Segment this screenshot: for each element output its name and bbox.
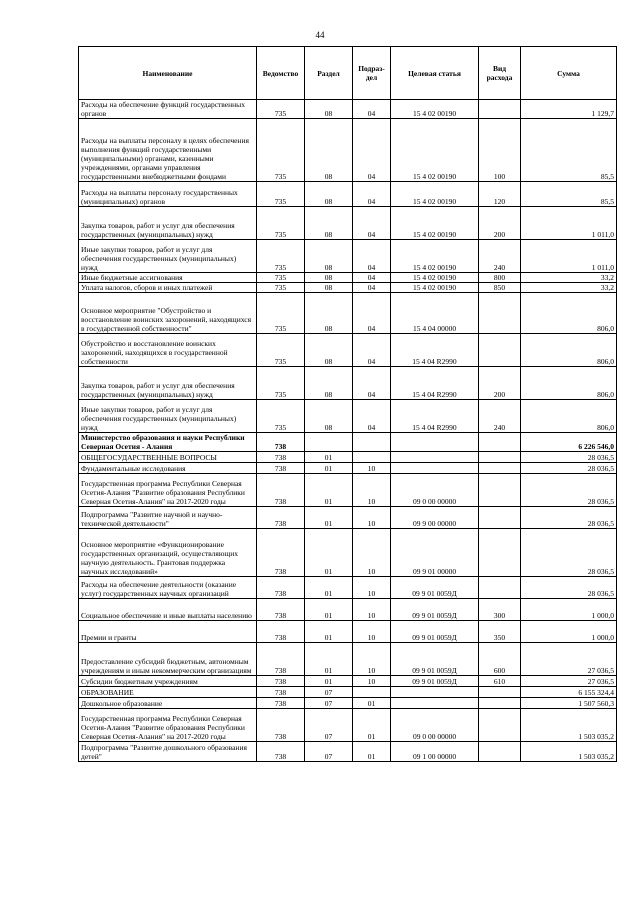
cell-statya: 15 4 02 00190 (391, 100, 479, 119)
cell-name: ОБРАЗОВАНИЕ (79, 687, 257, 698)
cell-razdel: 08 (305, 367, 353, 400)
cell-vid: 200 (479, 367, 521, 400)
table-row (79, 474, 617, 507)
cell-name: Премии и гранты (79, 621, 257, 643)
cell-razdel: 08 (305, 119, 353, 182)
cell-vedomstvo: 738 (257, 643, 305, 676)
cell-vid: 240 (479, 240, 521, 273)
cell-vid (479, 698, 521, 709)
cell-razdel: 08 (305, 240, 353, 273)
cell-statya: 09 9 01 0059Д (391, 577, 479, 599)
cell-statya: 15 4 02 00190 (391, 240, 479, 273)
cell-vedomstvo: 735 (257, 293, 305, 334)
cell-podrazdel: 10 (353, 643, 391, 676)
cell-razdel: 01 (305, 676, 353, 687)
header-name: Наименование (79, 47, 257, 100)
cell-razdel: 01 (305, 452, 353, 463)
cell-podrazdel: 10 (353, 463, 391, 474)
cell-vedomstvo: 735 (257, 367, 305, 400)
cell-vid (479, 507, 521, 529)
cell-summa: 1 503 035,2 (521, 742, 617, 762)
cell-podrazdel (353, 433, 391, 452)
table-row (79, 463, 617, 474)
cell-name: Подпрограмма "Развитие научной и научно-технической деятельности" (79, 507, 257, 529)
cell-statya (391, 433, 479, 452)
cell-summa: 806,0 (521, 367, 617, 400)
cell-name: Иные бюджетные ассигнования (79, 273, 257, 283)
cell-summa: 1 507 560,3 (521, 698, 617, 709)
cell-vedomstvo: 738 (257, 709, 305, 742)
cell-name: Дошкольное образование (79, 698, 257, 709)
cell-statya: 15 4 04 R2990 (391, 367, 479, 400)
cell-statya: 09 9 01 00000 (391, 529, 479, 577)
table-row (79, 367, 617, 400)
cell-vid (479, 100, 521, 119)
cell-vid (479, 433, 521, 452)
cell-vedomstvo: 738 (257, 742, 305, 762)
cell-vid: 350 (479, 621, 521, 643)
cell-vedomstvo: 738 (257, 698, 305, 709)
cell-podrazdel: 10 (353, 599, 391, 621)
cell-podrazdel: 10 (353, 621, 391, 643)
cell-summa: 806,0 (521, 293, 617, 334)
cell-podrazdel: 04 (353, 182, 391, 207)
cell-summa: 806,0 (521, 334, 617, 367)
table-row (79, 507, 617, 529)
cell-razdel: 01 (305, 599, 353, 621)
cell-podrazdel (353, 687, 391, 698)
cell-podrazdel: 04 (353, 207, 391, 240)
header-podrazdel: Подраз-дел (353, 47, 391, 100)
cell-name: Фундаментальные исследования (79, 463, 257, 474)
cell-summa: 33,2 (521, 273, 617, 283)
cell-summa: 27 036,5 (521, 676, 617, 687)
cell-razdel: 01 (305, 577, 353, 599)
cell-vedomstvo: 738 (257, 433, 305, 452)
cell-vedomstvo: 735 (257, 400, 305, 433)
table-row (79, 283, 617, 293)
cell-podrazdel: 10 (353, 474, 391, 507)
table-row (79, 452, 617, 463)
cell-vid: 850 (479, 283, 521, 293)
table-row (79, 334, 617, 367)
cell-vid: 200 (479, 207, 521, 240)
cell-vid (479, 293, 521, 334)
cell-razdel: 08 (305, 100, 353, 119)
header-razdel: Раздел (305, 47, 353, 100)
cell-summa: 28 036,5 (521, 474, 617, 507)
cell-podrazdel: 04 (353, 293, 391, 334)
cell-podrazdel: 01 (353, 742, 391, 762)
table-row (79, 742, 617, 762)
cell-vedomstvo: 735 (257, 182, 305, 207)
cell-vid (479, 529, 521, 577)
cell-name: Уплата налогов, сборов и иных платежей (79, 283, 257, 293)
cell-summa: 6 226 546,0 (521, 433, 617, 452)
cell-statya: 09 1 00 00000 (391, 742, 479, 762)
header-row (79, 47, 617, 100)
cell-name: Иные закупки товаров, работ и услуг для обеспечения государственных (муниципальных) нужд (79, 400, 257, 433)
cell-razdel: 01 (305, 643, 353, 676)
cell-name: Министерство образования и науки Республики Северная Осетия - Алания (79, 433, 257, 452)
cell-name: Закупка товаров, работ и услуг для обеспечения государственных (муниципальных) нужд (79, 207, 257, 240)
table-row (79, 709, 617, 742)
cell-name: Предоставление субсидий бюджетным, автономным учреждениям и иным некоммерческим организациям (79, 643, 257, 676)
cell-vedomstvo: 738 (257, 687, 305, 698)
table-row (79, 240, 617, 273)
table-row (79, 599, 617, 621)
cell-summa: 1 000,0 (521, 621, 617, 643)
cell-podrazdel: 10 (353, 676, 391, 687)
cell-vid (479, 463, 521, 474)
cell-statya: 09 9 01 0059Д (391, 621, 479, 643)
cell-name: Закупка товаров, работ и услуг для обеспечения государственных (муниципальных) нужд (79, 367, 257, 400)
cell-podrazdel: 04 (353, 100, 391, 119)
cell-name: Иные закупки товаров, работ и услуг для обеспечения государственных (муниципальных) нужд (79, 240, 257, 273)
table-row (79, 577, 617, 599)
cell-razdel (305, 433, 353, 452)
table-row (79, 621, 617, 643)
cell-summa: 1 129,7 (521, 100, 617, 119)
cell-razdel: 08 (305, 182, 353, 207)
cell-vid: 120 (479, 182, 521, 207)
cell-name: Основное мероприятие "Обустройство и восстановление воинских захоронений, находящихся в государственной собственности" (79, 293, 257, 334)
cell-razdel: 07 (305, 687, 353, 698)
cell-summa: 6 155 324,4 (521, 687, 617, 698)
cell-vid (479, 334, 521, 367)
table-row (79, 698, 617, 709)
cell-name: Подпрограмма "Развитие дошкольного образования детей" (79, 742, 257, 762)
cell-name: Основное мероприятие «Функционирование государственных организаций, осуществляющих научную деятельность. Грантовая поддержка научных исследований» (79, 529, 257, 577)
cell-razdel: 08 (305, 283, 353, 293)
cell-podrazdel: 04 (353, 283, 391, 293)
cell-vid: 610 (479, 676, 521, 687)
cell-vid: 600 (479, 643, 521, 676)
header-vid: Вид расхода (479, 47, 521, 100)
cell-statya: 15 4 02 00190 (391, 182, 479, 207)
cell-name: Государственная программа Республики Северная Осетия-Алания "Развитие образования Республики Северная Осетия-Алания" на 2017-2020 годы (79, 474, 257, 507)
cell-vedomstvo: 735 (257, 100, 305, 119)
cell-vedomstvo: 735 (257, 207, 305, 240)
cell-podrazdel: 01 (353, 698, 391, 709)
cell-podrazdel: 04 (353, 400, 391, 433)
cell-razdel: 07 (305, 709, 353, 742)
cell-name: Государственная программа Республики Северная Осетия-Алания "Развитие образования Республики Северная Осетия-Алания" на 2017-2020 годы (79, 709, 257, 742)
cell-vedomstvo: 738 (257, 577, 305, 599)
cell-razdel: 01 (305, 463, 353, 474)
cell-vid: 100 (479, 119, 521, 182)
cell-statya: 15 4 04 R2990 (391, 334, 479, 367)
budget-table (78, 46, 617, 762)
cell-podrazdel: 10 (353, 507, 391, 529)
cell-name: Социальное обеспечение и иные выплаты населению (79, 599, 257, 621)
cell-summa: 28 036,5 (521, 463, 617, 474)
cell-statya (391, 463, 479, 474)
header-summa: Сумма (521, 47, 617, 100)
cell-summa: 1 000,0 (521, 599, 617, 621)
cell-vedomstvo: 738 (257, 474, 305, 507)
cell-summa: 27 036,5 (521, 643, 617, 676)
cell-summa: 33,2 (521, 283, 617, 293)
cell-vedomstvo: 735 (257, 273, 305, 283)
cell-vid (479, 452, 521, 463)
cell-statya: 09 9 01 0059Д (391, 676, 479, 687)
cell-podrazdel: 04 (353, 119, 391, 182)
cell-statya: 09 0 00 00000 (391, 474, 479, 507)
cell-vedomstvo: 738 (257, 621, 305, 643)
cell-vedomstvo: 738 (257, 463, 305, 474)
table-row (79, 433, 617, 452)
cell-vid (479, 709, 521, 742)
cell-vid: 240 (479, 400, 521, 433)
cell-summa: 28 036,5 (521, 577, 617, 599)
cell-name: Расходы на выплаты персоналу в целях обеспечения выполнения функций государственными (муниципальными) органами, казенными учреждениями, органами управления государственными внебюджетными фондами (79, 119, 257, 182)
table-row (79, 273, 617, 283)
cell-vedomstvo: 735 (257, 283, 305, 293)
cell-statya: 15 4 04 00000 (391, 293, 479, 334)
cell-razdel: 08 (305, 400, 353, 433)
table-row (79, 100, 617, 119)
cell-summa: 1 011,0 (521, 240, 617, 273)
cell-statya: 15 4 04 R2990 (391, 400, 479, 433)
cell-name: Расходы на выплаты персоналу государственных (муниципальных) органов (79, 182, 257, 207)
cell-vid (479, 687, 521, 698)
table-row (79, 293, 617, 334)
cell-statya: 15 4 02 00190 (391, 119, 479, 182)
cell-summa: 1 503 035,2 (521, 709, 617, 742)
cell-vedomstvo: 738 (257, 529, 305, 577)
cell-vid (479, 474, 521, 507)
header-statya: Целевая статья (391, 47, 479, 100)
cell-name: Расходы на обеспечение деятельности (оказание услуг) государственных научных организаций (79, 577, 257, 599)
table-row (79, 207, 617, 240)
cell-statya: 09 9 01 0059Д (391, 643, 479, 676)
cell-vedomstvo: 738 (257, 507, 305, 529)
cell-summa: 1 011,0 (521, 207, 617, 240)
cell-razdel: 08 (305, 293, 353, 334)
cell-razdel: 01 (305, 529, 353, 577)
cell-vid: 300 (479, 599, 521, 621)
cell-razdel: 08 (305, 334, 353, 367)
cell-statya: 15 4 02 00190 (391, 273, 479, 283)
cell-vid: 800 (479, 273, 521, 283)
cell-razdel: 08 (305, 273, 353, 283)
table-row (79, 119, 617, 182)
cell-statya: 09 9 00 00000 (391, 507, 479, 529)
cell-statya: 15 4 02 00190 (391, 283, 479, 293)
cell-statya: 09 9 01 0059Д (391, 599, 479, 621)
cell-podrazdel: 04 (353, 334, 391, 367)
table-row (79, 400, 617, 433)
cell-vedomstvo: 738 (257, 599, 305, 621)
cell-razdel: 01 (305, 621, 353, 643)
table-row (79, 676, 617, 687)
cell-vedomstvo: 738 (257, 452, 305, 463)
header-vedomstvo: Ведомство (257, 47, 305, 100)
cell-razdel: 07 (305, 742, 353, 762)
cell-podrazdel: 10 (353, 529, 391, 577)
cell-podrazdel (353, 452, 391, 463)
cell-podrazdel: 01 (353, 709, 391, 742)
cell-summa: 28 036,5 (521, 452, 617, 463)
cell-vedomstvo: 738 (257, 676, 305, 687)
page-number: 44 (315, 30, 325, 40)
table-row (79, 687, 617, 698)
cell-vid (479, 742, 521, 762)
cell-razdel: 01 (305, 507, 353, 529)
cell-vedomstvo: 735 (257, 119, 305, 182)
cell-statya (391, 698, 479, 709)
cell-statya: 15 4 02 00190 (391, 207, 479, 240)
cell-name: Субсидии бюджетным учреждениям (79, 676, 257, 687)
cell-summa: 85,5 (521, 182, 617, 207)
cell-statya (391, 452, 479, 463)
cell-name: ОБЩЕГОСУДАРСТВЕННЫЕ ВОПРОСЫ (79, 452, 257, 463)
table-row (79, 643, 617, 676)
cell-summa: 85,5 (521, 119, 617, 182)
cell-vedomstvo: 735 (257, 334, 305, 367)
cell-summa: 28 036,5 (521, 529, 617, 577)
cell-podrazdel: 04 (353, 273, 391, 283)
table-row (79, 182, 617, 207)
cell-vedomstvo: 735 (257, 240, 305, 273)
cell-vid (479, 577, 521, 599)
cell-razdel: 08 (305, 207, 353, 240)
cell-razdel: 01 (305, 474, 353, 507)
cell-name: Обустройство и восстановление воинских захоронений, находящихся в государственной собственности (79, 334, 257, 367)
cell-razdel: 07 (305, 698, 353, 709)
cell-summa: 806,0 (521, 400, 617, 433)
table-row (79, 529, 617, 577)
cell-podrazdel: 10 (353, 577, 391, 599)
cell-podrazdel: 04 (353, 367, 391, 400)
cell-name: Расходы на обеспечение функций государственных органов (79, 100, 257, 119)
cell-summa: 28 036,5 (521, 507, 617, 529)
cell-statya: 09 0 00 00000 (391, 709, 479, 742)
cell-statya (391, 687, 479, 698)
cell-podrazdel: 04 (353, 240, 391, 273)
